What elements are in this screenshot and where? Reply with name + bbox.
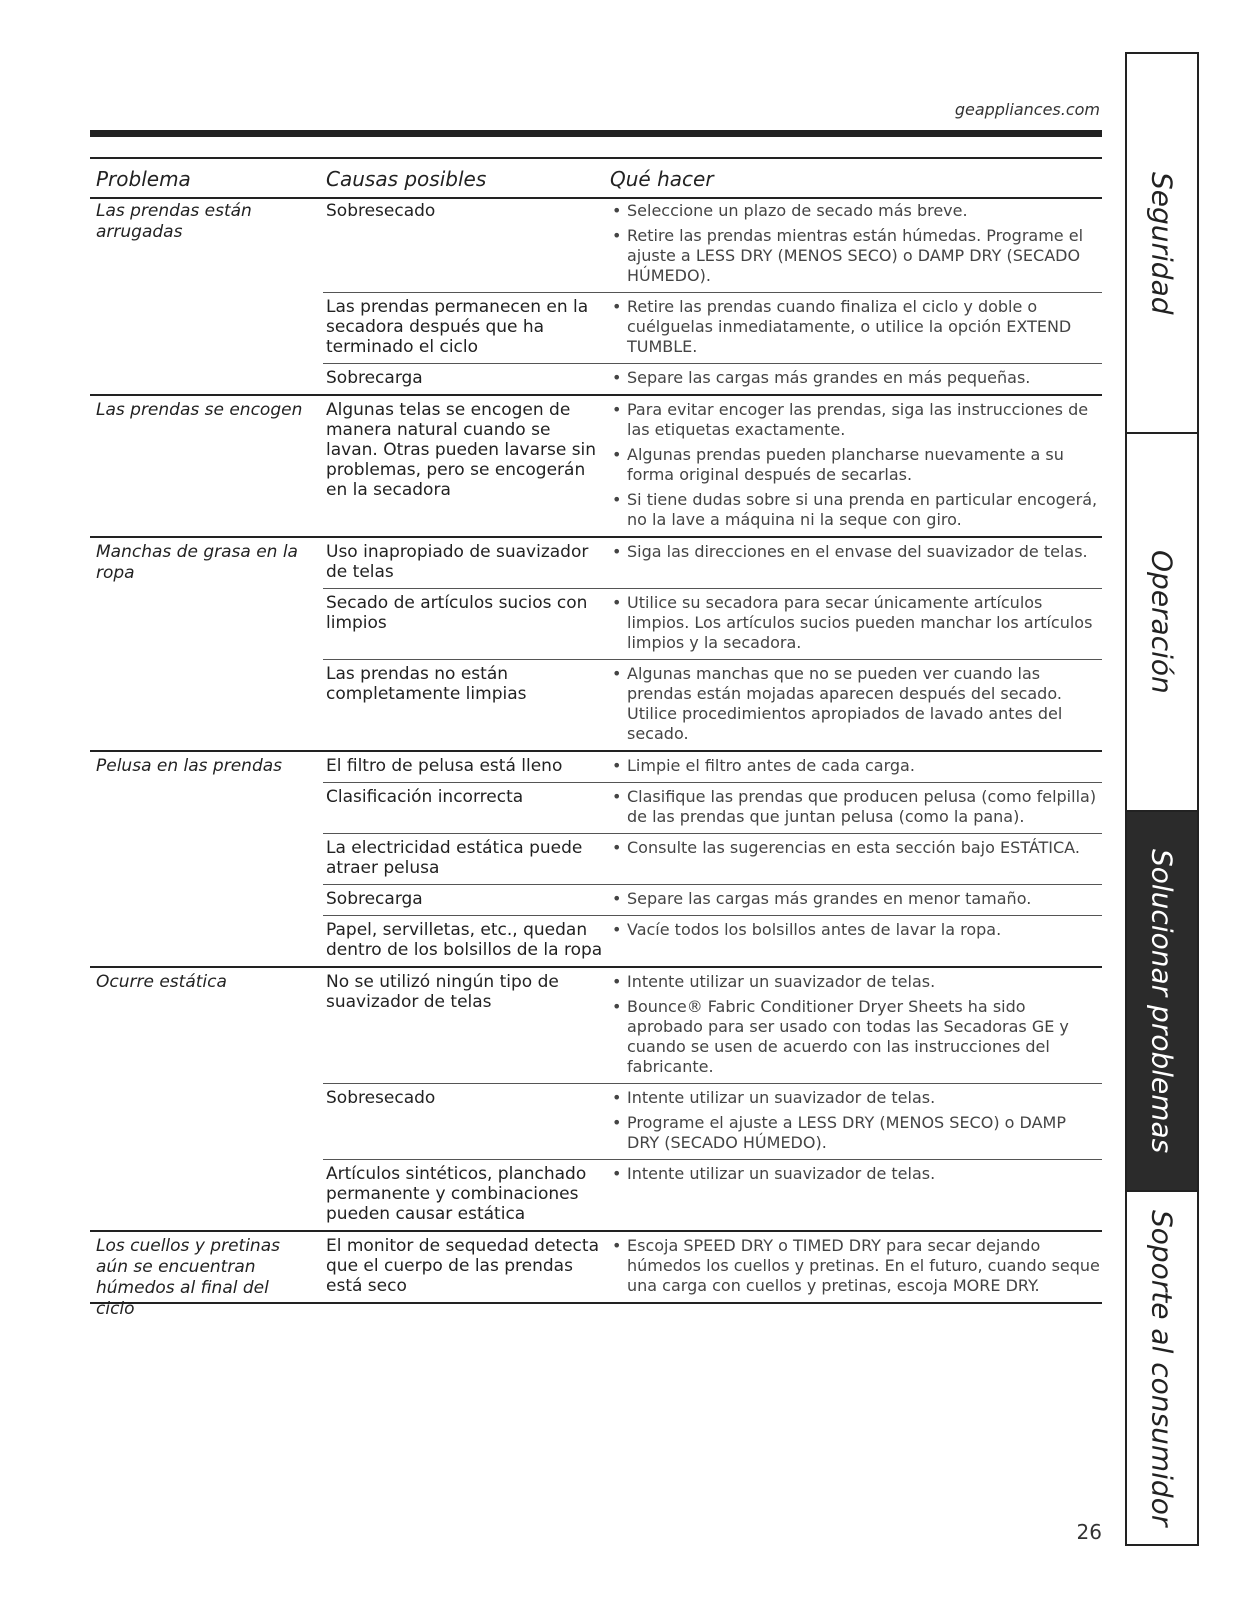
fix-list bbox=[607, 838, 1102, 878]
cause-row bbox=[323, 1232, 1102, 1302]
fix-item: • Seleccione un plazo de secado más breve. bbox=[607, 201, 1102, 221]
page-number: 26 bbox=[1076, 1520, 1102, 1544]
cause-row bbox=[323, 1083, 1102, 1159]
problem-group bbox=[90, 538, 1102, 752]
cause-text: Papel, servilletas, etc., quedan dentro de los bolsillos de la ropa bbox=[326, 920, 603, 960]
problem-label: Las prendas se encogen bbox=[96, 400, 303, 420]
fix-item: • Intente utilizar un suavizador de telas. bbox=[607, 1088, 1102, 1108]
cause-text: Las prendas no están completamente limpias bbox=[326, 664, 527, 704]
top-rule bbox=[90, 130, 1102, 137]
problem-group bbox=[90, 197, 1102, 396]
cause-text: Las prendas permanecen en la secadora después que ha terminado el ciclo bbox=[326, 297, 589, 357]
fix-item: • Intente utilizar un suavizador de telas. bbox=[607, 972, 1102, 992]
tab-soporte-consumidor[interactable] bbox=[1127, 1192, 1197, 1544]
problem-label: Las prendas están arrugadas bbox=[96, 201, 252, 242]
cause-text: Artículos sintéticos, planchado permanente y combinaciones pueden causar estática bbox=[326, 1164, 587, 1224]
fix-item: • Programe el ajuste a LESS DRY (MENOS SECO) o DAMP DRY (SECADO HÚMEDO). bbox=[607, 1113, 1102, 1153]
fix-list bbox=[607, 1088, 1102, 1153]
problem-label: Pelusa en las prendas bbox=[96, 756, 283, 776]
fix-item: • Escoja SPEED DRY o TIMED DRY para secar dejando húmedos los cuellos y pretinas. En el futuro, cuando seque una carga con cuellos y pretinas, escoja MORE DRY. bbox=[607, 1236, 1102, 1296]
header-causes: Causas posibles bbox=[326, 167, 487, 191]
cause-row bbox=[323, 396, 1102, 536]
troubleshooting-table bbox=[90, 197, 1102, 1319]
cause-row bbox=[323, 752, 1102, 782]
header-fix: Qué hacer bbox=[610, 167, 714, 191]
cause-text: Uso inapropiado de suavizador de telas bbox=[326, 542, 589, 582]
fix-list bbox=[607, 400, 1102, 530]
fix-list bbox=[607, 1164, 1102, 1224]
fix-item: • Consulte las sugerencias en esta sección bajo ESTÁTICA. bbox=[607, 838, 1102, 858]
header-problem: Problema bbox=[96, 167, 191, 191]
fix-list bbox=[607, 542, 1102, 582]
cause-text: Algunas telas se encogen de manera natural cuando se lavan. Otras pueden lavarse sin problemas, pero se encogerán en la secadora bbox=[326, 400, 597, 500]
column-headers bbox=[90, 157, 1102, 199]
tab-seguridad[interactable] bbox=[1127, 54, 1197, 434]
cause-row bbox=[323, 538, 1102, 588]
tab-label: Operación bbox=[1145, 550, 1179, 694]
problem-label: Manchas de grasa en la ropa bbox=[96, 542, 298, 583]
fix-list bbox=[607, 201, 1102, 286]
tab-operacion[interactable] bbox=[1127, 434, 1197, 812]
fix-list bbox=[607, 664, 1102, 744]
cause-row bbox=[323, 1159, 1102, 1230]
cause-row bbox=[323, 588, 1102, 659]
fix-list bbox=[607, 889, 1102, 909]
section-tabs bbox=[1125, 52, 1199, 1546]
fix-item: • Bounce® Fabric Conditioner Dryer Sheets ha sido aprobado para ser usado con todas las Secadoras GE y cuando se usen de acuerdo con las instrucciones del fabricante. bbox=[607, 997, 1102, 1077]
cause-row bbox=[323, 292, 1102, 363]
fix-item: • Si tiene dudas sobre si una prenda en particular encogerá, no la lave a máquina ni la seque con giro. bbox=[607, 490, 1102, 530]
problem-label: Ocurre estática bbox=[96, 972, 227, 992]
tab-label: Solucionar problemas bbox=[1145, 848, 1179, 1154]
fix-item: • Retire las prendas cuando finaliza el ciclo y doble o cuélguelas inmediatamente, o utilice la opción EXTEND TUMBLE. bbox=[607, 297, 1102, 357]
fix-item: • Clasifique las prendas que producen pelusa (como felpilla) de las prendas que juntan pelusa (como la pana). bbox=[607, 787, 1102, 827]
fix-list bbox=[607, 756, 1102, 776]
cause-text: El monitor de sequedad detecta que el cuerpo de las prendas está seco bbox=[326, 1236, 599, 1296]
cause-row bbox=[323, 363, 1102, 394]
fix-item: • Algunas manchas que no se pueden ver cuando las prendas están mojadas aparecen después del secado. Utilice procedimientos apropiados de lavado antes del secado. bbox=[607, 664, 1102, 744]
cause-text: Sobrecarga bbox=[326, 889, 423, 909]
cause-row bbox=[323, 197, 1102, 292]
fix-item: • Para evitar encoger las prendas, siga las instrucciones de las etiquetas exactamente. bbox=[607, 400, 1102, 440]
fix-list bbox=[607, 972, 1102, 1077]
fix-list bbox=[607, 593, 1102, 653]
cause-text: Clasificación incorrecta bbox=[326, 787, 524, 807]
cause-text: Sobresecado bbox=[326, 1088, 436, 1108]
problem-group bbox=[90, 396, 1102, 538]
tab-label: Seguridad bbox=[1145, 171, 1179, 315]
cause-text: La electricidad estática puede atraer pelusa bbox=[326, 838, 583, 878]
cause-text: No se utilizó ningún tipo de suavizador de telas bbox=[326, 972, 559, 1012]
fix-item: • Utilice su secadora para secar únicamente artículos limpios. Los artículos sucios pueden manchar los artículos limpios y la secadora. bbox=[607, 593, 1102, 653]
problem-label: Los cuellos y pretinas aún se encuentran húmedos al final del ciclo bbox=[96, 1236, 280, 1319]
cause-text: El filtro de pelusa está lleno bbox=[326, 756, 563, 776]
cause-text: Sobresecado bbox=[326, 201, 436, 221]
fix-list bbox=[607, 787, 1102, 827]
fix-item: • Limpie el filtro antes de cada carga. bbox=[607, 756, 1102, 776]
cause-row bbox=[323, 915, 1102, 966]
fix-list bbox=[607, 1236, 1102, 1296]
problem-group bbox=[90, 752, 1102, 968]
cause-text: Secado de artículos sucios con limpios bbox=[326, 593, 588, 633]
tab-solucionar-problemas[interactable] bbox=[1127, 812, 1197, 1192]
cause-row bbox=[323, 968, 1102, 1083]
fix-item: • Siga las direcciones en el envase del suavizador de telas. bbox=[607, 542, 1102, 562]
fix-item: • Algunas prendas pueden plancharse nuevamente a su forma original después de secarlas. bbox=[607, 445, 1102, 485]
fix-item: • Separe las cargas más grandes en menor tamaño. bbox=[607, 889, 1102, 909]
fix-item: • Intente utilizar un suavizador de telas. bbox=[607, 1164, 1102, 1184]
problem-group bbox=[90, 1232, 1102, 1319]
cause-row bbox=[323, 884, 1102, 915]
fix-list bbox=[607, 297, 1102, 357]
fix-item: • Separe las cargas más grandes en más pequeñas. bbox=[607, 368, 1102, 388]
site-url: geappliances.com bbox=[954, 100, 1100, 119]
tab-label: Soporte al consumidor bbox=[1145, 1209, 1179, 1527]
cause-text: Sobrecarga bbox=[326, 368, 423, 388]
problem-group bbox=[90, 968, 1102, 1232]
fix-list bbox=[607, 368, 1102, 388]
fix-item: • Retire las prendas mientras están húmedas. Programe el ajuste a LESS DRY (MENOS SECO) o DAMP DRY (SECADO HÚMEDO). bbox=[607, 226, 1102, 286]
fix-list bbox=[607, 920, 1102, 960]
cause-row bbox=[323, 659, 1102, 750]
fix-item: • Vacíe todos los bolsillos antes de lavar la ropa. bbox=[607, 920, 1102, 940]
cause-row bbox=[323, 782, 1102, 833]
cause-row bbox=[323, 833, 1102, 884]
